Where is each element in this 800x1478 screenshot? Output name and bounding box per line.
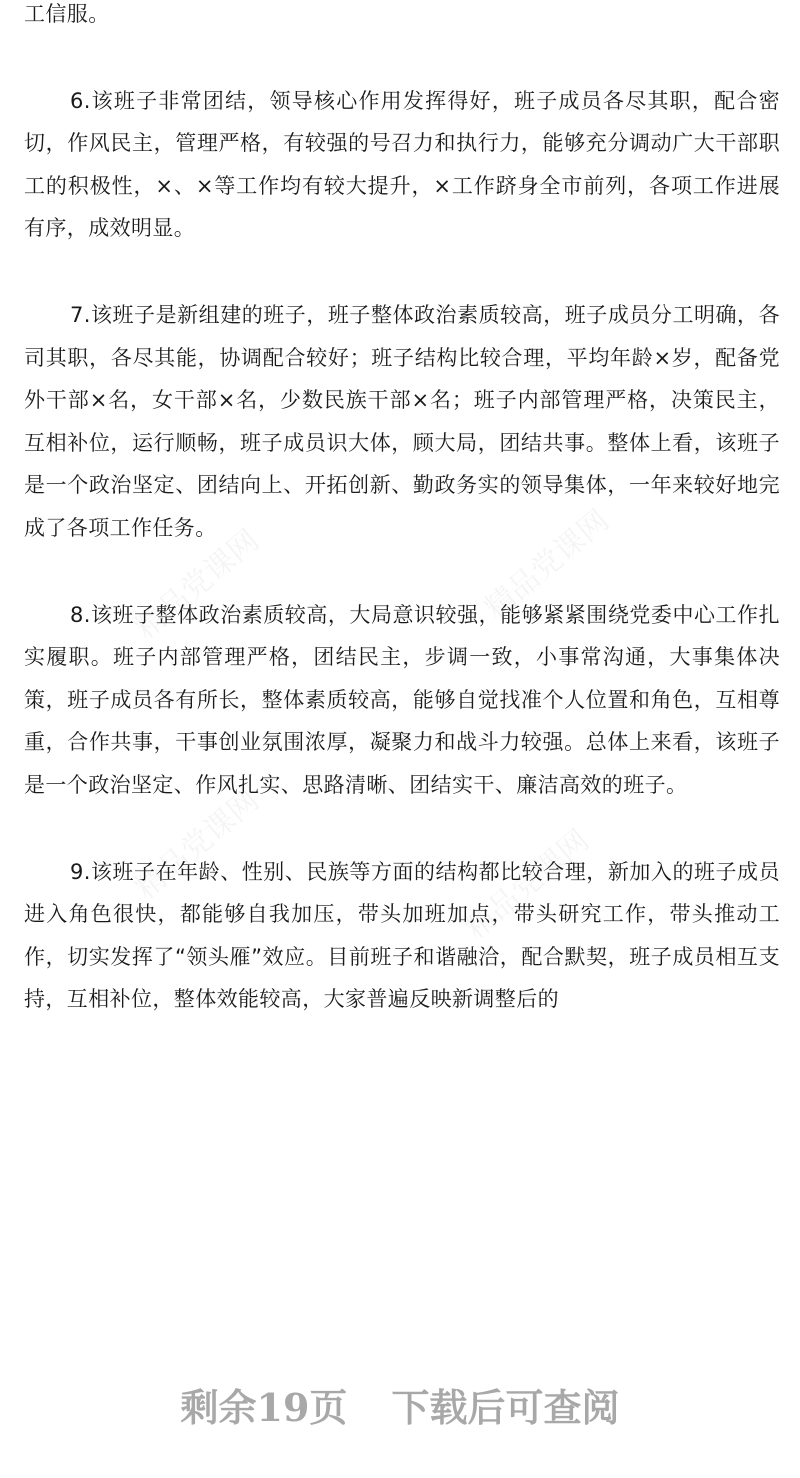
paragraph-item-9: 9.该班子在年龄、性别、民族等方面的结构都比较合理，新加入的班子成员进入角色很快，都能够自我加压，带头加班加点，带头研究工作，带头推动工作，切实发挥了“领头雁”效应。目前班子和谐融洽，配合默契，班子成员相互支持，互相补位，整体效能较高，大家普遍反映新调整后的 xyxy=(24,859,780,1012)
paragraph-item-6: 6.该班子非常团结，领导核心作用发挥得好，班子成员各尽其职，配合密切，作风民主，管理严格，有较强的号召力和执行力，能够充分调动广大干部职工的积极性，×、×等工作均有较大提升，×工作跻身全市前列，各项工作进展有序，成效明显。 xyxy=(24,88,780,241)
paragraph-item-7: 7.该班子是新组建的班子，班子整体政治素质较高，班子成员分工明确，各司其职，各尽其能，协调配合较好；班子结构比较合理，平均年龄×岁，配备党外干部×名，女干部×名，少数民族干部×名；班子内部管理严格，决策民主，互相补位，运行顺畅，班子成员识大体，顾大局，团结共事。整体上看，该班子是一个政治坚定、团结向上、开拓创新、勤政务实的领导集体，一年来较好地完成了各项工作任务。 xyxy=(24,302,780,540)
download-to-view-link[interactable]: 下载后可查阅 xyxy=(391,1384,620,1430)
document-body xyxy=(24,0,780,1021)
paragraph-item-8: 8.该班子整体政治素质较高，大局意识较强，能够紧紧围绕党委中心工作扎实履职。班子内部管理严格，团结民主，步调一致，小事常沟通，大事集体决策，班子成员各有所长，整体素质较高，能够自觉找准个人位置和角色，互相尊重，合作共事，干事创业氛围浓厚，凝聚力和战斗力较强。总体上来看，该班子是一个政治坚定、作风扎实、思路清晰、团结实干、廉洁高效的班子。 xyxy=(24,602,780,797)
download-prompt[interactable] xyxy=(0,1376,800,1432)
remaining-pages-label[interactable]: 剩余19页 xyxy=(180,1384,348,1430)
paragraph-fragment: 工信服。 xyxy=(24,2,110,26)
